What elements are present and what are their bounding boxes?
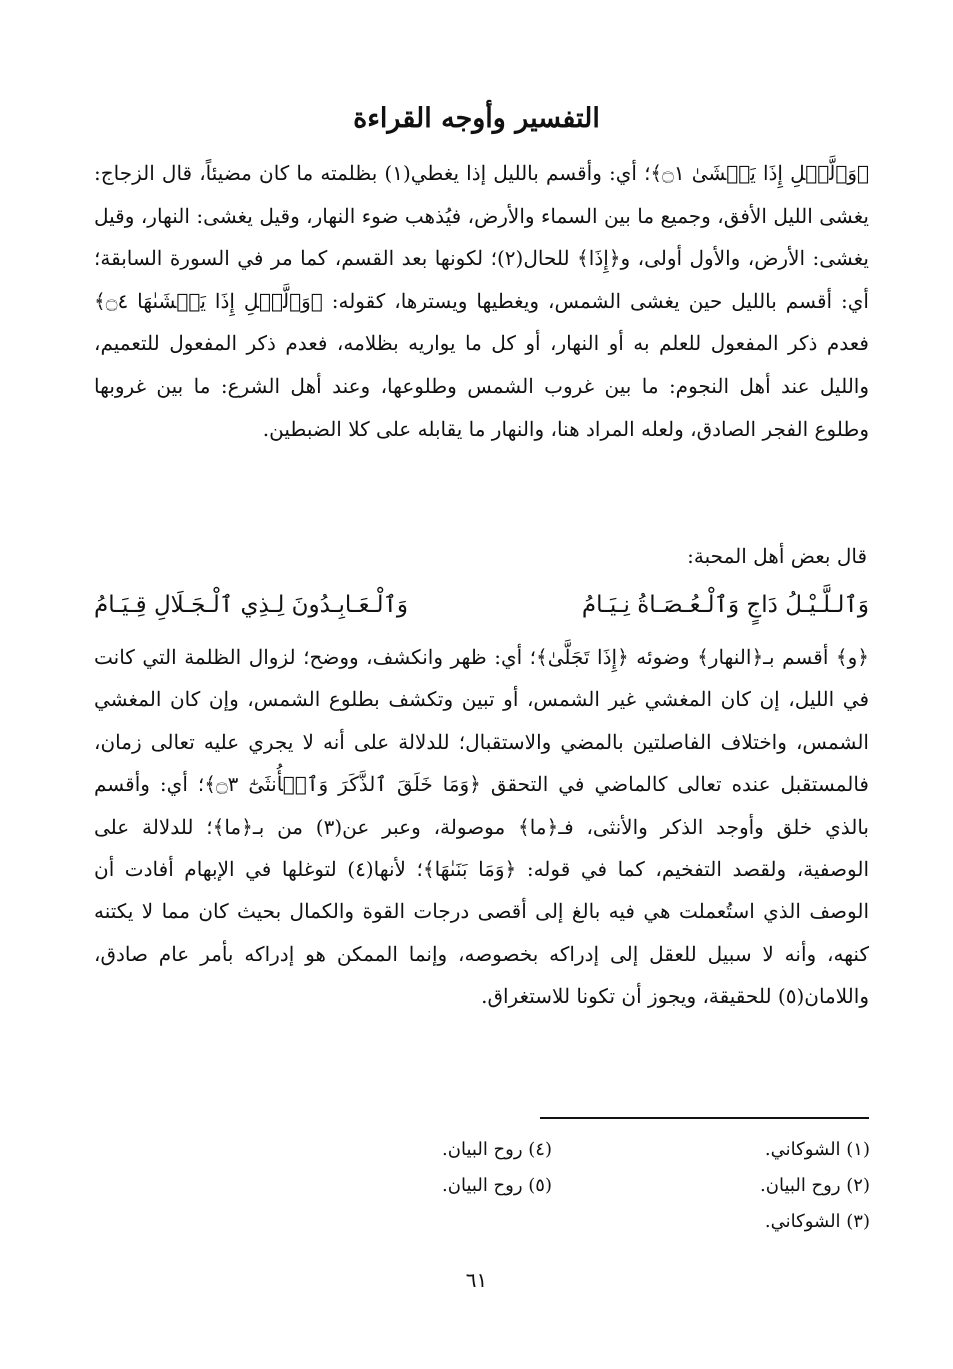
page-title: التفسير وأوجه القراءة xyxy=(353,103,600,134)
commentary-paragraph-1 xyxy=(94,152,869,450)
page-number: ٦١ xyxy=(465,1268,488,1292)
footnote-item: (٢) روح البيان. xyxy=(760,1175,870,1196)
footnote-separator xyxy=(540,1117,869,1119)
footnote-item: (٤) روح البيان. xyxy=(442,1139,552,1160)
poem-second-hemistich: وَٱلْـعَـابِـدُونَ لِـذِي ٱلْـجَـلَالِ قِـيَـامُ xyxy=(94,592,409,618)
footnote-item: (٥) روح البيان. xyxy=(442,1175,552,1196)
footnote-item: (١) الشوكاني. xyxy=(764,1139,870,1160)
footnotes xyxy=(300,1132,870,1240)
footnote-column-2 xyxy=(352,1132,552,1240)
commentary-paragraph-2 xyxy=(94,636,869,1018)
poem-verse xyxy=(94,580,869,630)
poem-intro: قال بعض أهل المحبة: xyxy=(687,544,867,568)
poem-first-hemistich: وَٱلـلَّـيْـلُ دَاجٍ وَٱلْـعُـصَـاةُ نِـيَـامُ xyxy=(581,592,869,618)
footnote-column-1 xyxy=(610,1132,870,1240)
paragraph-text: ﴿وَٱلَّيۡلِ إِذَا يَغۡشَىٰ ۝١﴾؛ أي: وأقسم بالليل إذا يغطي(١) بظلمته ما كان مضيئاً، قال الزجاج: يغشى الليل الأفق، وجميع ما بين السماء والأرض، فيُذهب ضوء النهار، وقيل يغشى: النهار، وقيل يغشى: الأرض، والأول أولى، و﴿إِذَا﴾ للحال(٢)؛ لكونها بعد القسم، كما مر في السورة السابقة؛ أي: أقسم بالليل حين يغشى الشمس، ويغطيها ويسترها، كقوله: ﴿وَٱلَّيۡلِ إِذَا يَغۡشَىٰهَا ۝٤﴾ فعدم ذكر المفعول للعلم به أو النهار، أو كل ما يواريه بظلامه، فعدم ذكر المفعول للتعميم، والليل عند أهل النجوم: ما بين غروب الشمس وطلوعها، وعند أهل الشرع: ما بين غروبها وطلوع الفجر الصادق، ولعله المراد هنا، والنهار ما يقابله على كلا الضبطين. xyxy=(94,161,870,441)
paragraph-text: ﴿و﴾ أقسم بـ﴿النهار﴾ وضوئه ﴿إِذَا تَجَلَّىٰ﴾؛ أي: ظهر وانكشف، ووضح؛ لزوال الظلمة التي كانت في الليل، إن كان المغشي غير الشمس، أو تبين وتكشف بطلوع الشمس، وإن كان المغشي الشمس، واختلاف الفاصلتين بالمضي والاستقبال؛ للدلالة على أنه لا يجري عليه تعالى زمان، فالمستقبل عنده تعالى كالماضي في التحقق ﴿وَمَا خَلَقَ ٱلذَّكَرَ وَٱلۡأُنثَىٰٓ ۝٣﴾؛ أي: وأقسم بالذي خلق وأوجد الذكر والأنثى، فـ﴿ما﴾ موصولة، وعبر عن(٣) من بـ﴿ما﴾؛ للدلالة على الوصفية، ولقصد التفخيم، كما في قوله: ﴿وَمَا بَنَىٰهَا﴾؛ لأنها(٤) لتوغلها في الإبهام أفادت أن الوصف الذي استُعملت هي فيه بالغ إلى أقصى درجات القوة والكمال بحيث كان مما لا يكتنه كنهه، وأنه لا سبيل للعقل إلى إدراكه بخصوصه، وإنما الممكن هو إدراكه بأمر عام صادق، واللامان(٥) للحقيقة، ويجوز أن تكونا للاستغراق. xyxy=(94,645,870,1009)
footnote-item: (٣) الشوكاني. xyxy=(764,1211,870,1232)
